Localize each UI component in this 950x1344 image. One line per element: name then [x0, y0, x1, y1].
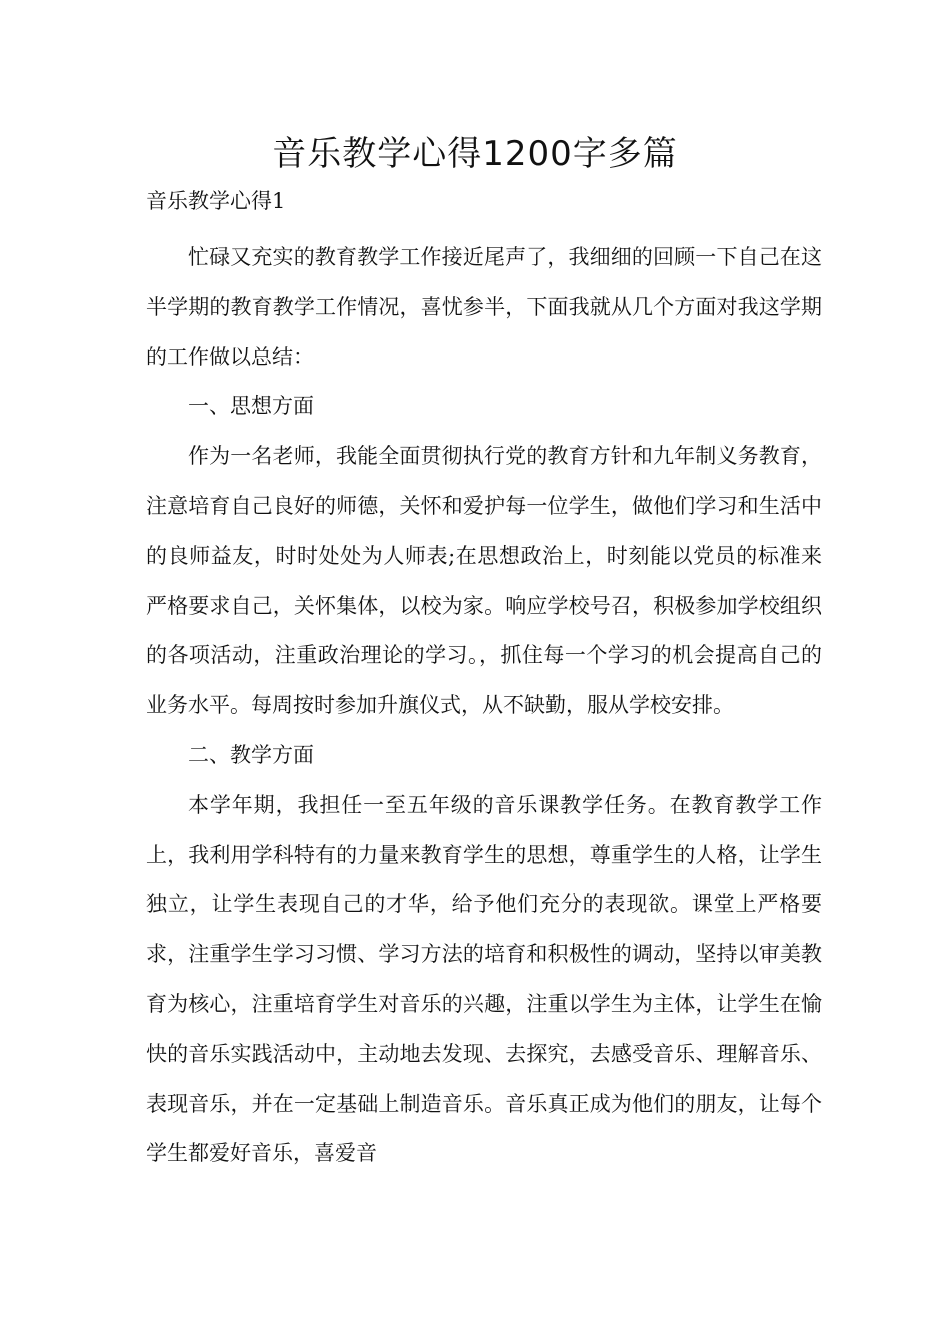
document-body [146, 233, 822, 1179]
document-subtitle: 音乐教学心得1 [146, 189, 286, 213]
paragraph-teaching: 本学年期，我担任一至五年级的音乐课教学任务。在教育教学工作上，我利用学科特有的力量来教育学生的思想，尊重学生的人格，让学生独立，让学生表现自己的才华，给予他们充分的表现欲。课堂上严格要求，注重学生学习习惯、学习方法的培育和积极性的调动，坚持以审美教育为核心，注重培育学生对音乐的兴趣，注重以学生为主体，让学生在愉快的音乐实践活动中，主动地去发现、去探究，去感受音乐、理解音乐、表现音乐，并在一定基础上制造音乐。音乐真正成为他们的朋友，让每个学生都爱好音乐，喜爱音 [146, 792, 822, 1166]
paragraph-intro: 忙碌又充实的教育教学工作接近尾声了，我细细的回顾一下自己在这半学期的教育教学工作情况，喜忧参半，下面我就从几个方面对我这学期的工作做以总结： [146, 245, 822, 369]
section-heading-teaching: 二、教学方面 [188, 742, 314, 767]
paragraph-thought: 作为一名老师，我能全面贯彻执行党的教育方针和九年制义务教育，注意培育自己良好的师德，关怀和爱护每一位学生，做他们学习和生活中的良师益友，时时处处为人师表;在思想政治上，时刻能以党员的标准来严格要求自己，关怀集体，以校为家。响应学校号召，积极参加学校组织的各项活动，注重政治理论的学习。，抓住每一个学习的机会提高自己的业务水平。每周按时参加升旗仪式，从不缺勤，服从学校安排。 [146, 444, 822, 718]
section-heading-thought: 一、思想方面 [188, 394, 314, 419]
document-title: 音乐教学心得1200字多篇 [272, 134, 678, 174]
